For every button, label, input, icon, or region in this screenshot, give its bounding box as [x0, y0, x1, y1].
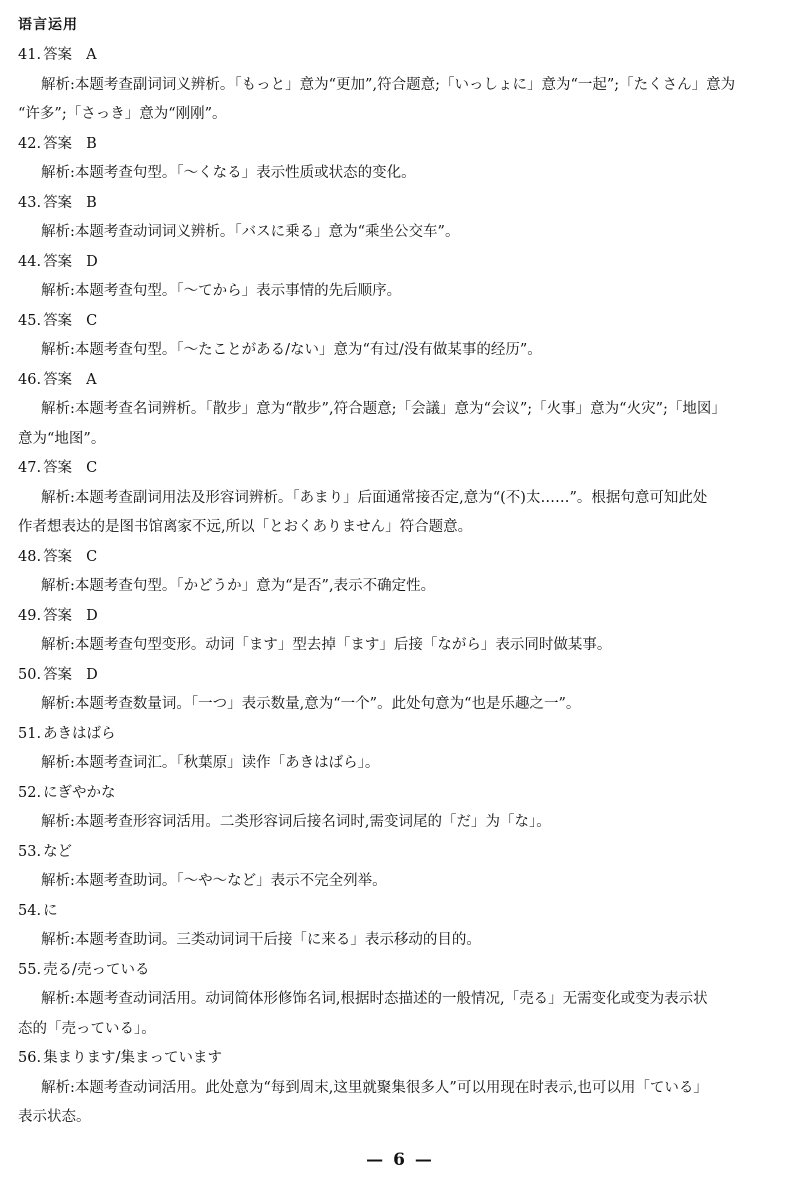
answer-item — [0, 1044, 800, 1133]
question-line — [0, 602, 800, 632]
explanation-line: 解析:本题考查助词。「～や～など」表示不完全列举。 — [41, 873, 387, 889]
explanation-line: 解析:本题考查句型。「～くなる」表示性质或状态的变化。 — [41, 165, 416, 181]
question-number: 56. — [18, 1050, 42, 1066]
answer-label: あきはばら — [43, 725, 116, 742]
question-line — [0, 720, 800, 750]
question-number: 46. — [18, 371, 42, 388]
explanation — [0, 71, 800, 130]
answer-item — [0, 189, 800, 248]
answer-label: に — [43, 902, 58, 919]
answer-item — [0, 838, 800, 897]
answer-label: 答案 — [43, 194, 73, 211]
question-number: 48. — [18, 548, 42, 565]
answer-item — [0, 248, 800, 307]
answer-item — [0, 897, 800, 956]
answer-item — [0, 602, 800, 661]
section-title: 语言运用 — [18, 17, 78, 33]
explanation-line: “许多”;「さっき」意为“刚刚”。 — [18, 106, 227, 122]
answer-choice: D — [86, 253, 98, 270]
answer-label: 答案 — [43, 47, 73, 63]
answer-item — [0, 130, 800, 189]
explanation-line: 解析:本题考查名词辨析。「散步」意为“散步”,符合题意;「会議」意为“会议”;「火事」意为“火灾”;「地図」 — [41, 401, 726, 417]
question-number: 42. — [18, 135, 42, 152]
explanation-line: 解析:本题考查形容词活用。二类形容词后接名词时,需变词尾的「だ」为「な」。 — [41, 814, 551, 830]
explanation-line: 意为“地图”。 — [18, 430, 106, 447]
explanation-line: 解析:本题考查动词活用。动词简体形修饰名词,根据时态描述的一般情况,「売る」无需变化或变为表示状 — [41, 991, 708, 1007]
answer-label: 売る/売っている — [43, 961, 150, 978]
explanation-line: 作者想表达的是图书馆离家不远,所以「とおくありません」符合题意。 — [18, 519, 473, 535]
answer-label: 答案 — [43, 371, 73, 388]
question-line — [0, 661, 800, 691]
explanation-line: 表示状态。 — [18, 1109, 91, 1125]
explanation-line: 解析:本题考查句型。「かどうか」意为“是否”,表示不确定性。 — [41, 578, 436, 594]
question-number: 41. — [18, 47, 42, 63]
explanation — [0, 395, 800, 454]
explanation — [0, 336, 800, 366]
explanation — [0, 808, 800, 838]
question-number: 49. — [18, 607, 42, 624]
answer-label: 答案 — [43, 312, 73, 329]
question-line — [0, 130, 800, 160]
explanation — [0, 484, 800, 543]
answer-label: 答案 — [43, 666, 73, 683]
question-line — [0, 543, 800, 573]
explanation — [0, 159, 800, 189]
explanation — [0, 749, 800, 779]
explanation — [0, 926, 800, 956]
answer-label: など — [43, 843, 73, 860]
question-number: 50. — [18, 666, 42, 683]
answer-list — [0, 41, 800, 1133]
explanation-line: 解析:本题考查句型变形。动词「ます」型去掉「ます」后接「ながら」表示同时做某事。 — [41, 637, 612, 653]
answer-item — [0, 307, 800, 366]
answer-item — [0, 366, 800, 455]
answer-label: 答案 — [43, 548, 73, 565]
answer-item — [0, 454, 800, 543]
explanation — [0, 985, 800, 1044]
explanation — [0, 572, 800, 602]
explanation-line: 解析:本题考查动词词义辨析。「バスに乗る」意为“乘坐公交车”。 — [41, 224, 460, 240]
explanation-line: 解析:本题考查助词。三类动词词干后接「に来る」表示移动的目的。 — [41, 932, 481, 948]
answer-label: にぎやかな — [43, 784, 116, 801]
answer-choice: C — [86, 460, 98, 476]
answer-label: 答案 — [43, 135, 73, 152]
explanation-line: 解析:本题考查句型。「～てから」表示事情的先后顺序。 — [41, 283, 402, 299]
answer-label: 答案 — [43, 253, 73, 270]
question-line — [0, 366, 800, 396]
question-number: 43. — [18, 194, 42, 211]
question-line — [0, 454, 800, 484]
explanation-line: 解析:本题考查数量词。「一つ」表示数量,意为“一个”。此处句意为“也是乐趣之一”。 — [41, 696, 581, 712]
question-line — [0, 956, 800, 986]
question-line — [0, 838, 800, 868]
explanation — [0, 218, 800, 248]
question-line — [0, 189, 800, 219]
explanation-line: 解析:本题考查副词词义辨析。「もっと」意为“更加”,符合题意;「いっしょに」意为“一起”;「たくさん」意为 — [41, 76, 736, 93]
answer-choice: C — [86, 312, 98, 329]
question-line — [0, 41, 800, 71]
answer-choice: B — [86, 135, 97, 152]
question-number: 54. — [18, 902, 42, 919]
answer-item — [0, 956, 800, 1045]
question-number: 55. — [18, 961, 42, 978]
question-number: 53. — [18, 843, 42, 860]
explanation — [0, 690, 800, 720]
answer-choice: C — [86, 548, 98, 565]
explanation-line: 解析:本题考查词汇。「秋葉原」读作「あきはばら」。 — [41, 755, 380, 771]
question-line — [0, 897, 800, 927]
question-number: 47. — [18, 460, 42, 476]
answer-choice: D — [86, 607, 98, 624]
explanation-line: 态的「売っている」。 — [18, 1020, 156, 1037]
question-line — [0, 1044, 800, 1074]
answer-item — [0, 720, 800, 779]
answer-label: 答案 — [43, 607, 73, 624]
answer-item — [0, 661, 800, 720]
question-line — [0, 307, 800, 337]
page-number: — 6 — — [366, 1150, 434, 1170]
question-number: 45. — [18, 312, 42, 329]
answer-item — [0, 543, 800, 602]
question-line — [0, 779, 800, 809]
explanation — [0, 867, 800, 897]
answer-label: 集まります/集まっています — [43, 1050, 222, 1066]
question-number: 51. — [18, 725, 42, 742]
answer-choice: B — [86, 194, 97, 211]
explanation-line: 解析:本题考查动词活用。此处意为“每到周末,这里就聚集很多人”可以用现在时表示,也可以用「ている」 — [41, 1079, 708, 1096]
question-number: 52. — [18, 784, 42, 801]
explanation — [0, 277, 800, 307]
question-line — [0, 248, 800, 278]
answer-label: 答案 — [43, 460, 73, 476]
explanation — [0, 1074, 800, 1133]
question-number: 44. — [18, 253, 42, 270]
answer-choice: A — [86, 47, 97, 63]
answer-choice: A — [86, 371, 97, 388]
explanation-line: 解析:本题考查句型。「～たことがある/ない」意为“有过/没有做某事的经历”。 — [41, 342, 542, 358]
explanation-line: 解析:本题考查副词用法及形容词辨析。「あまり」后面通常接否定,意为“(不)太……”。根据句意可知此处 — [41, 489, 708, 506]
explanation — [0, 631, 800, 661]
answer-choice: D — [86, 666, 98, 683]
answer-item — [0, 41, 800, 130]
answer-item — [0, 779, 800, 838]
